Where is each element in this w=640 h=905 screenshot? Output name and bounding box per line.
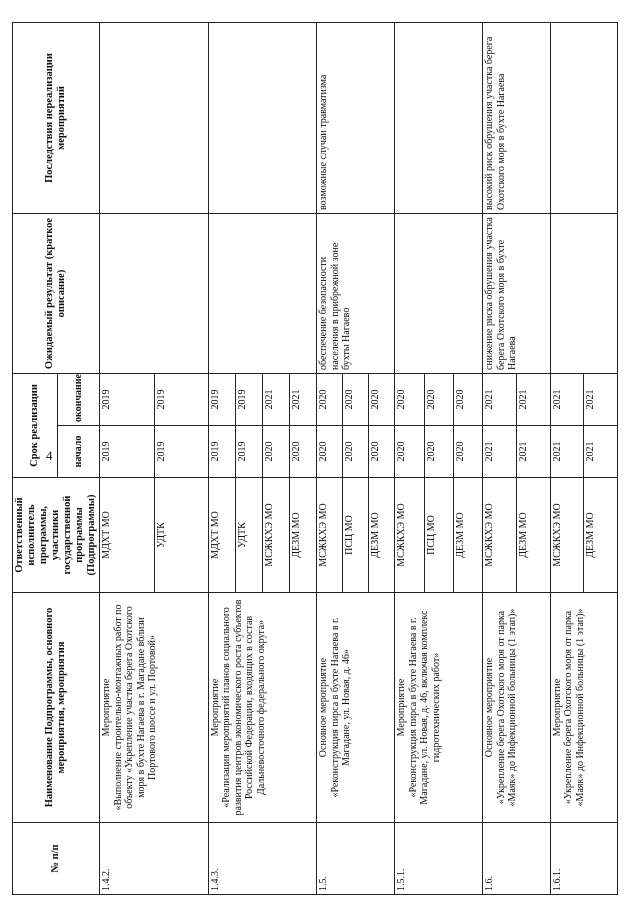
- row-title: «Выполнение строительно-монтажных работ по объекту «Укрепление участка берега Охотского моря в бухте Нагаева в г. Магадане вблизи Портового шоссе и ул. Портовой»: [112, 604, 159, 811]
- header-end: окончание: [57, 374, 100, 426]
- row-number: 1.6.: [483, 823, 550, 895]
- end-year-cell: 2020: [343, 374, 369, 426]
- end-year-cell: 2021: [516, 374, 550, 426]
- responsible-cell: ПСЦ МО: [343, 478, 369, 593]
- end-year-cell: 2020: [454, 374, 483, 426]
- end-year-cell: 2021: [584, 374, 618, 426]
- start-year-cell: 2019: [100, 426, 154, 478]
- start-year-cell: 2021: [550, 426, 584, 478]
- end-year-cell: 2020: [424, 374, 453, 426]
- start-year-cell: 2019: [154, 426, 208, 478]
- end-year-cell: 2019: [208, 374, 235, 426]
- start-year-cell: 2021: [516, 426, 550, 478]
- consequence-cell: [100, 23, 209, 214]
- start-year-cell: 2020: [263, 426, 290, 478]
- result-cell: [208, 214, 317, 374]
- responsible-cell: УДТК: [154, 478, 208, 593]
- measures-table: [12, 22, 618, 895]
- row-title-cell: [317, 593, 395, 823]
- row-title-cell: [550, 593, 617, 823]
- end-year-cell: 2020: [395, 374, 424, 426]
- row-number: 1.4.2.: [100, 823, 209, 895]
- result-cell: [395, 214, 483, 374]
- responsible-cell: УДТК: [236, 478, 263, 593]
- table-row: [100, 23, 154, 895]
- row-number: 1.4.3.: [208, 823, 317, 895]
- table-row: [208, 23, 235, 895]
- end-year-cell: 2020: [317, 374, 343, 426]
- consequence-cell: [395, 23, 483, 214]
- responsible-cell: МСЖКХЭ МО: [483, 478, 517, 593]
- end-year-cell: 2021: [483, 374, 517, 426]
- header-consequences: Последствия нереализации мероприятий: [13, 23, 100, 214]
- end-year-cell: 2019: [100, 374, 154, 426]
- table-row: [483, 23, 517, 895]
- end-year-cell: 2021: [290, 374, 317, 426]
- header-responsible: Ответственный исполнитель программы, участники государственной программы (Подпрограммы): [13, 478, 100, 593]
- row-title: «Укрепление берега Охотского моря от парка «Маяк» до Инфекционной больницы (1 этап)»: [563, 608, 586, 807]
- header-num: № п/п: [13, 823, 100, 895]
- consequence-cell: возможные случаи травматизма: [317, 23, 395, 214]
- row-number: 1.5.: [317, 823, 395, 895]
- responsible-cell: МДХТ МО: [100, 478, 154, 593]
- row-number: 1.6.1.: [550, 823, 617, 895]
- table-row: [317, 23, 343, 895]
- row-title: «Реконструкция пирса в бухте Нагаева в г. Магадане, ул. Новая, д. 46»: [329, 617, 353, 798]
- consequence-cell: высокий риск обрушения участка берега Охотского моря в бухте Нагаева: [483, 23, 550, 214]
- header-name: Наименование Подпрограммы, основного мероприятия, мероприятия: [13, 593, 100, 823]
- end-year-cell: 2020: [369, 374, 395, 426]
- responsible-cell: МСЖКХЭ МО: [317, 478, 343, 593]
- document-page: [12, 23, 597, 895]
- table-row: [395, 23, 424, 895]
- responsible-cell: МСЖКХЭ МО: [263, 478, 290, 593]
- row-kind: Мероприятие: [551, 678, 563, 737]
- responsible-cell: ДЕЗМ МО: [516, 478, 550, 593]
- result-cell: снижение риска обрушения участка берега Охотского моря в бухте Нагаева: [483, 214, 550, 374]
- row-title-cell: [208, 593, 317, 823]
- responsible-cell: ДЕЗМ МО: [369, 478, 395, 593]
- result-cell: [550, 214, 617, 374]
- start-year-cell: 2020: [454, 426, 483, 478]
- responsible-cell: ДЕЗМ МО: [584, 478, 618, 593]
- row-number: 1.5.1.: [395, 823, 483, 895]
- start-year-cell: 2020: [290, 426, 317, 478]
- responsible-cell: ДЕЗМ МО: [454, 478, 483, 593]
- table-row: [550, 23, 584, 895]
- end-year-cell: 2019: [154, 374, 208, 426]
- consequence-cell: [550, 23, 617, 214]
- start-year-cell: 2019: [208, 426, 235, 478]
- row-title-cell: [100, 593, 209, 823]
- row-kind: Мероприятие: [101, 678, 113, 737]
- row-title: «Реконструкция пирса в бухте Нагаева в г. Магадане, ул. Новая, д. 46, включая комплекс гидротехнических работ»: [407, 610, 442, 805]
- end-year-cell: 2021: [550, 374, 584, 426]
- responsible-cell: ДЕЗМ МО: [290, 478, 317, 593]
- row-title-cell: [395, 593, 483, 823]
- start-year-cell: 2020: [343, 426, 369, 478]
- start-year-cell: 2021: [483, 426, 517, 478]
- responsible-cell: МСЖКХЭ МО: [550, 478, 584, 593]
- header-start: начало: [57, 426, 100, 478]
- responsible-cell: МДХТ МО: [208, 478, 235, 593]
- start-year-cell: 2019: [236, 426, 263, 478]
- row-title-cell: [483, 593, 550, 823]
- row-title: «Реализация мероприятий планов социального развития центров экономического роста субъектов Российской Федерации, входящих в состав Дальневосточного федерального округа»: [221, 599, 267, 816]
- header-period: Срок реализации: [13, 374, 58, 478]
- row-kind: Основное мероприятие: [318, 657, 330, 758]
- row-kind: Мероприятие: [209, 678, 221, 737]
- row-kind: Мероприятие: [396, 678, 408, 737]
- result-cell: [100, 214, 209, 374]
- start-year-cell: 2021: [584, 426, 618, 478]
- responsible-cell: МСЖКХЭ МО: [395, 478, 424, 593]
- start-year-cell: 2020: [424, 426, 453, 478]
- start-year-cell: 2020: [395, 426, 424, 478]
- responsible-cell: ПСЦ МО: [424, 478, 453, 593]
- consequence-cell: [208, 23, 317, 214]
- start-year-cell: 2020: [317, 426, 343, 478]
- row-kind: Основное мероприятие: [484, 657, 496, 758]
- end-year-cell: 2021: [263, 374, 290, 426]
- page-number: 4: [46, 448, 53, 463]
- header-result: Ожидаемый результат (краткое описание): [13, 214, 100, 374]
- end-year-cell: 2019: [236, 374, 263, 426]
- start-year-cell: 2020: [369, 426, 395, 478]
- result-cell: обеспечение безопасности населения в прибрежной зоне бухты Нагаево: [317, 214, 395, 374]
- row-title: «Укрепление берега Охотского моря от парка «Маяк» до Инфекционной больницы (1 этап)»: [495, 608, 519, 807]
